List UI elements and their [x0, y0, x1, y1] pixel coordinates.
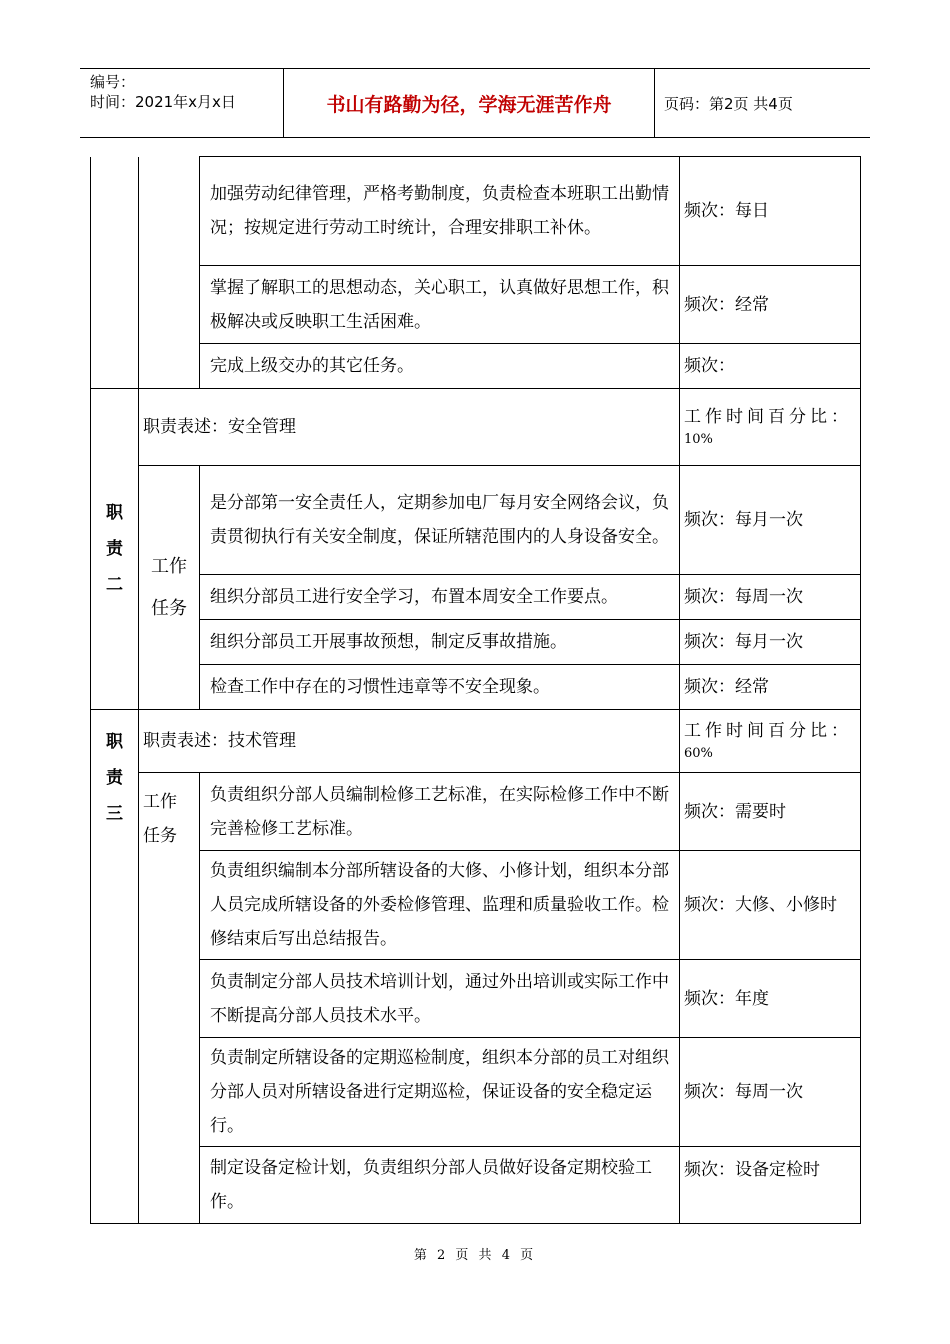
duty-three-char: 三	[106, 804, 123, 824]
task-label-line: 工作	[151, 555, 187, 577]
duty-two-char: 二	[106, 575, 123, 595]
task-frequency: 频次：年度	[680, 960, 861, 1038]
table-row	[91, 466, 861, 575]
page-footer: 第 2 页 共 4 页	[413, 1248, 537, 1263]
percentage-value: 60%	[684, 746, 713, 761]
task-frequency: 频次：经常	[680, 266, 861, 344]
task-label-cell	[139, 157, 200, 389]
table-row	[91, 344, 861, 389]
task-frequency: 频次：设备定检时	[680, 1147, 861, 1224]
duty-two-task-label	[139, 466, 200, 710]
duty-three-label	[91, 710, 139, 1224]
task-frequency: 频次：需要时	[680, 773, 861, 851]
number-label: 编号：	[90, 73, 136, 91]
duty-two-label	[91, 389, 139, 710]
task-label-line: 任务	[143, 826, 177, 846]
duty-three-char: 职	[106, 732, 123, 752]
task-text: 负责组织编制本分部所辖设备的大修、小修计划，组织本分部人员完成所辖设备的外委检修管理、监理和质量验收工作。检修结束后写出总结报告。	[200, 851, 680, 960]
task-frequency: 频次：每月一次	[680, 620, 861, 665]
percentage-value: 10%	[684, 432, 713, 447]
duty-two-char: 职	[106, 503, 123, 523]
header-motto: 书山有路勤为径，学海无涯苦作舟	[283, 69, 655, 137]
task-text: 制定设备定检计划，负责组织分部人员做好设备定期校验工作。	[200, 1147, 680, 1224]
task-frequency: 频次：每周一次	[680, 575, 861, 620]
duty-three-description: 职责表述：技术管理	[139, 710, 680, 773]
task-frequency: 频次：每日	[680, 157, 861, 266]
duty-three-percentage	[680, 710, 861, 773]
percentage-label: 工作时间百分比：	[684, 721, 852, 741]
table-row	[91, 665, 861, 710]
task-text: 负责组织分部人员编制检修工艺标准，在实际检修工作中不断完善检修工艺标准。	[200, 773, 680, 851]
task-text: 组织分部员工开展事故预想，制定反事故措施。	[200, 620, 680, 665]
page-header	[80, 68, 870, 138]
task-frequency: 频次：每周一次	[680, 1038, 861, 1147]
task-text: 负责制定分部人员技术培训计划，通过外出培训或实际工作中不断提高分部人员技术水平。	[200, 960, 680, 1038]
task-text: 加强劳动纪律管理，严格考勤制度，负责检查本班职工出勤情况；按规定进行劳动工时统计，合理安排职工补休。	[200, 157, 680, 266]
task-frequency: 频次：	[680, 344, 861, 389]
task-text: 负责制定所辖设备的定期巡检制度，组织本分部的员工对组织分部人员对所辖设备进行定期巡检，保证设备的安全稳定运行。	[200, 1038, 680, 1147]
task-text: 掌握了解职工的思想动态，关心职工，认真做好思想工作，积极解决或反映职工生活困难。	[200, 266, 680, 344]
table-row	[91, 773, 861, 851]
task-text: 组织分部员工进行安全学习，布置本周安全工作要点。	[200, 575, 680, 620]
duty-table	[90, 156, 861, 1224]
task-text: 完成上级交办的其它任务。	[200, 344, 680, 389]
duty-two-percentage	[680, 389, 861, 466]
table-row	[91, 1038, 861, 1147]
percentage-label: 工作时间百分比：	[684, 407, 852, 427]
table-row	[91, 960, 861, 1038]
duty-three-char: 责	[106, 768, 123, 788]
table-row	[91, 575, 861, 620]
task-label-line: 工作	[143, 792, 177, 812]
task-label-line: 任务	[151, 597, 187, 619]
duty-two-description: 职责表述：安全管理	[139, 389, 680, 466]
task-frequency: 频次：经常	[680, 665, 861, 710]
table-row	[91, 620, 861, 665]
task-text: 检查工作中存在的习惯性违章等不安全现象。	[200, 665, 680, 710]
task-text: 是分部第一安全责任人，定期参加电厂每月安全网络会议，负责贯彻执行有关安全制度，保证所辖范围内的人身设备安全。	[200, 466, 680, 575]
header-page-code: 页码：第2页 共4页	[664, 94, 793, 113]
task-frequency: 频次：每月一次	[680, 466, 861, 575]
table-row	[91, 157, 861, 266]
header-meta	[80, 69, 283, 137]
table-row	[91, 710, 861, 773]
task-frequency: 频次：大修、小修时	[680, 851, 861, 960]
table-row	[91, 389, 861, 466]
duty-label-cell	[91, 157, 139, 389]
table-row	[91, 1147, 861, 1224]
duty-three-task-label	[139, 773, 200, 1224]
duty-two-char: 责	[106, 539, 123, 559]
time-label: 时间：2021年x月x日	[90, 93, 236, 111]
table-row	[91, 266, 861, 344]
table-row	[91, 851, 861, 960]
